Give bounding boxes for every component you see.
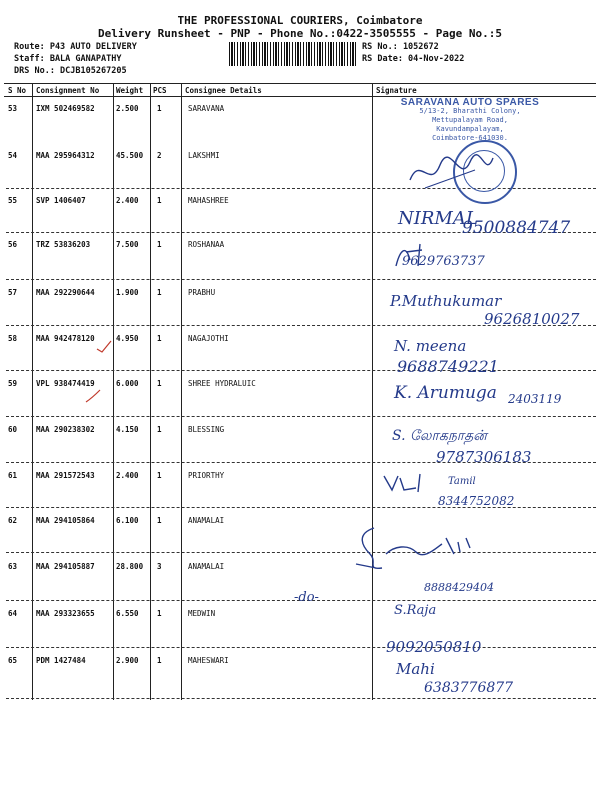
table-row [0, 288, 600, 297]
row-pcs: 3 [157, 562, 162, 571]
row-consignment-no: MAA 942478120 [36, 334, 95, 343]
row-sno: 61 [8, 471, 18, 480]
company-stamp [380, 98, 560, 143]
row-consignment-no: MAA 290238302 [36, 425, 95, 434]
signature-number: 2403119 [508, 392, 562, 406]
row-divider [6, 416, 596, 417]
row-sno: 54 [8, 151, 18, 160]
signature-phone: 9629763737 [402, 254, 485, 269]
column-divider [150, 83, 151, 700]
header-signature: Signature [376, 86, 417, 95]
rs-number: RS No.: 1052672 [362, 42, 439, 52]
stamp-address-line: Kavundampalayam, [436, 125, 504, 133]
ditto-mark: -do- [294, 590, 319, 605]
row-pcs: 1 [157, 240, 162, 249]
drs-number: DRS No.: DCJB105267205 [14, 66, 127, 76]
signature-name: P.Muthukumar [390, 292, 502, 310]
header-weight: Weight [116, 86, 144, 95]
stamp-address-line: Mettupalayam Road, [432, 116, 508, 124]
signature-scribble [382, 472, 442, 494]
signature-name: Mahi [396, 660, 435, 678]
row-consignee: ANAMALAI [188, 562, 225, 571]
signature-name: K. Arumuga [394, 383, 497, 403]
row-consignment-no: MAA 295964312 [36, 151, 95, 160]
row-consignee: SHREE HYDRALUIC [188, 379, 256, 388]
signature-scribble [405, 150, 495, 195]
table-row [0, 240, 600, 249]
signature-phone: 8344752082 [438, 494, 515, 508]
row-sno: 62 [8, 516, 18, 525]
row-pcs: 1 [157, 656, 162, 665]
row-consignee: MAHESWARI [188, 656, 229, 665]
stamp-address-line: 5/13-2, Bharathi Colony, [419, 107, 521, 115]
table-row [0, 562, 600, 571]
row-pcs: 1 [157, 471, 162, 480]
row-sno: 55 [8, 196, 18, 205]
row-weight: 6.100 [116, 516, 139, 525]
row-consignment-no: IXM 502469582 [36, 104, 95, 113]
row-pcs: 1 [157, 196, 162, 205]
row-sno: 65 [8, 656, 18, 665]
row-weight: 2.400 [116, 196, 139, 205]
tick-mark-icon [84, 388, 102, 404]
row-consignee: MAHASHREE [188, 196, 229, 205]
row-pcs: 1 [157, 609, 162, 618]
row-weight: 4.150 [116, 425, 139, 434]
table-row [0, 516, 600, 525]
signature-phone: 9688749221 [397, 357, 499, 376]
signature-name: S.Raja [394, 603, 437, 618]
row-divider [6, 647, 596, 648]
row-divider [6, 370, 596, 371]
table-row [0, 471, 600, 480]
row-sno: 64 [8, 609, 18, 618]
row-consignment-no: MAA 294105864 [36, 516, 95, 525]
row-consignment-no: MAA 294105887 [36, 562, 95, 571]
row-sno: 53 [8, 104, 18, 113]
table-top-border [4, 83, 596, 84]
runsheet-subtitle: Delivery Runsheet - PNP - Phone No.:0422-3505555 - Page No.:5 [98, 27, 502, 40]
row-consignment-no: SVP 1406407 [36, 196, 86, 205]
row-weight: 2.900 [116, 656, 139, 665]
row-consignee: ANAMALAI [188, 516, 225, 525]
row-pcs: 1 [157, 334, 162, 343]
row-weight: 6.550 [116, 609, 139, 618]
company-title: THE PROFESSIONAL COURIERS, Coimbatore [177, 14, 423, 27]
row-consignment-no: MAA 292290644 [36, 288, 95, 297]
row-pcs: 2 [157, 151, 162, 160]
row-pcs: 1 [157, 288, 162, 297]
row-consignment-no: PDM 1427484 [36, 656, 86, 665]
table-row [0, 656, 600, 665]
row-weight: 2.500 [116, 104, 139, 113]
header-consignment: Consignment No [36, 86, 100, 95]
stamp-name: SARAVANA AUTO SPARES [400, 97, 540, 108]
row-weight: 28.800 [116, 562, 144, 571]
table-row [0, 334, 600, 343]
row-consignee: BLESSING [188, 425, 225, 434]
row-consignee: ROSHANAA [188, 240, 225, 249]
row-sno: 56 [8, 240, 18, 249]
row-divider [6, 279, 596, 280]
row-sno: 57 [8, 288, 18, 297]
row-weight: 7.500 [116, 240, 139, 249]
row-sno: 60 [8, 425, 18, 434]
column-divider [372, 83, 373, 700]
table-row [0, 379, 600, 388]
row-pcs: 1 [157, 425, 162, 434]
column-divider [113, 83, 114, 700]
column-divider [181, 83, 182, 700]
row-pcs: 1 [157, 104, 162, 113]
header-pcs: PCS [153, 86, 167, 95]
table-row [0, 196, 600, 205]
row-weight: 45.500 [116, 151, 144, 160]
table-row [0, 425, 600, 434]
row-consignee: LAKSHMI [188, 151, 220, 160]
row-consignment-no: MAA 293323655 [36, 609, 95, 618]
signature-name: NIRMAL [398, 208, 478, 229]
column-divider [32, 83, 33, 700]
row-weight: 4.950 [116, 334, 139, 343]
barcode [229, 42, 356, 66]
header-consignee-details: Consignee Details [185, 86, 262, 95]
signature-name: Tamil [448, 476, 476, 487]
row-weight: 2.400 [116, 471, 139, 480]
rs-date: RS Date: 04-Nov-2022 [362, 54, 465, 64]
row-consignee: SARAVANA [188, 104, 225, 113]
row-weight: 1.900 [116, 288, 139, 297]
row-weight: 6.000 [116, 379, 139, 388]
row-pcs: 1 [157, 379, 162, 388]
route-label: Route: P43 AUTO DELIVERY [14, 42, 137, 52]
header-sno: S No [8, 86, 27, 95]
row-divider [6, 698, 596, 699]
signature-name: N. meena [394, 337, 467, 355]
signature-phone: 8888429404 [424, 581, 494, 594]
row-consignment-no: TRZ 53836203 [36, 240, 91, 249]
row-consignment-no: VPL 938474419 [36, 379, 95, 388]
row-divider [6, 552, 596, 553]
row-sno: 59 [8, 379, 18, 388]
row-sno: 58 [8, 334, 18, 343]
row-consignee: MEDWIN [188, 609, 216, 618]
tick-mark-icon [96, 340, 112, 354]
signature-phone: 9092050810 [386, 638, 482, 656]
signature-phone: 9500884747 [462, 218, 571, 238]
signature-phone: 9626810027 [484, 310, 580, 328]
row-consignment-no: MAA 291572543 [36, 471, 95, 480]
row-consignee: PRIORTHY [188, 471, 225, 480]
staff-label: Staff: BALA GANAPATHY [14, 54, 122, 64]
signature-phone: 6383776877 [424, 680, 514, 696]
row-sno: 63 [8, 562, 18, 571]
signature-name: S. லோகநாதன் [392, 428, 487, 444]
stamp-address-line: Coimbatore-641030. [432, 134, 508, 142]
row-consignee: NAGAJOTHI [188, 334, 229, 343]
signature-phone: 9787306183 [436, 448, 532, 466]
row-pcs: 1 [157, 516, 162, 525]
row-consignee: PRABHU [188, 288, 216, 297]
